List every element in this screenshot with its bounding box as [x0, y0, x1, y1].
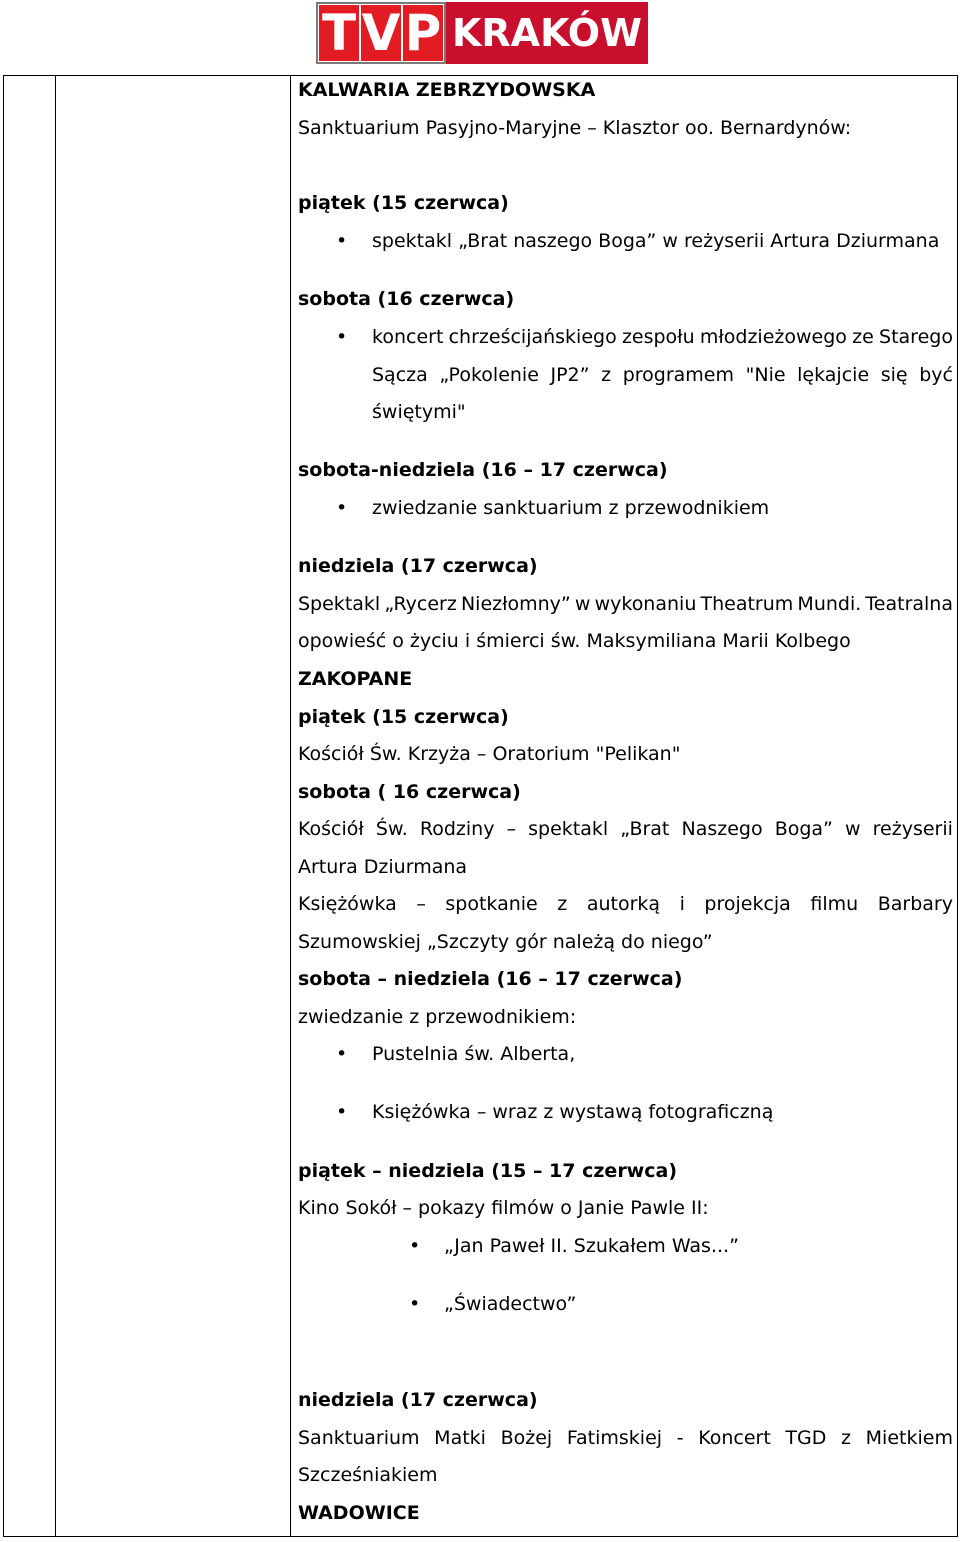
venue-text: Sanktuarium Pasyjno-Maryjne – Klasztor oo. Bernardynów:: [298, 117, 852, 139]
film-title: „Świadectwo”: [444, 1293, 577, 1315]
logo-letter-t: T: [319, 5, 359, 61]
event-text: Kościół Św. Krzyża – Oratorium "Pelikan": [298, 743, 681, 765]
event-text: Księżówka – wraz z wystawą fotograficzną: [372, 1101, 774, 1123]
event-text: opowieść o życiu i śmierci św. Maksymiliana Marii Kolbego: [298, 630, 851, 652]
day-heading: sobota-niedziela (16 – 17 czerwca): [298, 459, 668, 481]
logo-city: KRAKÓW: [446, 2, 648, 64]
logo-letter-p: P: [404, 4, 442, 62]
event-text: Szumowskiej „Szczyty gór należą do niego”: [298, 931, 713, 953]
day-heading: niedziela (17 czerwca): [298, 1389, 538, 1411]
bullet: •: [336, 1101, 348, 1123]
event-text: Księżówka – spotkanie z autorką i projekcja filmu Barbary: [298, 893, 953, 915]
event-text: koncert chrześcijańskiego zespołu młodzieżowego ze Starego: [372, 326, 953, 348]
day-heading: niedziela (17 czerwca): [298, 555, 538, 577]
logo-letter-v: V: [361, 4, 401, 62]
bullet: •: [409, 1235, 421, 1257]
day-heading: sobota ( 16 czerwca): [298, 781, 521, 803]
event-text: Szcześniakiem: [298, 1464, 438, 1486]
table-column-divider: [55, 75, 56, 1537]
event-text: Spektakl „Rycerz Niezłomny” w wykonaniu Theatrum Mundi. Teatralna: [298, 593, 953, 615]
tvp-krakow-logo: [316, 2, 648, 64]
bullet: •: [336, 497, 348, 519]
event-text: spektakl „Brat naszego Boga” w reżyserii Artura Dziurmana: [372, 230, 940, 252]
film-title: „Jan Paweł II. Szukałem Was...”: [444, 1235, 739, 1257]
event-text: zwiedzanie sanktuarium z przewodnikiem: [372, 497, 770, 519]
day-heading: sobota (16 czerwca): [298, 288, 515, 310]
bullet: •: [409, 1293, 421, 1315]
event-text: zwiedzanie z przewodnikiem:: [298, 1006, 577, 1028]
event-text: Sącza „Pokolenie JP2” z programem "Nie lękajcie się być: [372, 364, 953, 386]
event-text: Kościół Św. Rodziny – spektakl „Brat Naszego Boga” w reżyserii: [298, 818, 953, 840]
town-heading: WADOWICE: [298, 1502, 420, 1524]
event-text: Sanktuarium Matki Bożej Fatimskiej - Koncert TGD z Mietkiem: [298, 1427, 953, 1449]
tvp-letters: [316, 2, 446, 64]
town-heading: ZAKOPANE: [298, 668, 413, 690]
bullet: •: [336, 1043, 348, 1065]
event-text: Artura Dziurmana: [298, 856, 468, 878]
day-heading: sobota – niedziela (16 – 17 czerwca): [298, 968, 683, 990]
bullet: •: [336, 230, 348, 252]
event-text: Kino Sokół – pokazy filmów o Janie Pawle II:: [298, 1197, 709, 1219]
table-column-divider: [290, 75, 291, 1537]
bullet: •: [336, 326, 348, 348]
event-text: świętymi": [372, 401, 466, 423]
day-heading: piątek – niedziela (15 – 17 czerwca): [298, 1160, 678, 1182]
town-heading: KALWARIA ZEBRZYDOWSKA: [298, 79, 596, 101]
event-text: Pustelnia św. Alberta,: [372, 1043, 576, 1065]
day-heading: piątek (15 czerwca): [298, 192, 509, 214]
day-heading: piątek (15 czerwca): [298, 706, 509, 728]
